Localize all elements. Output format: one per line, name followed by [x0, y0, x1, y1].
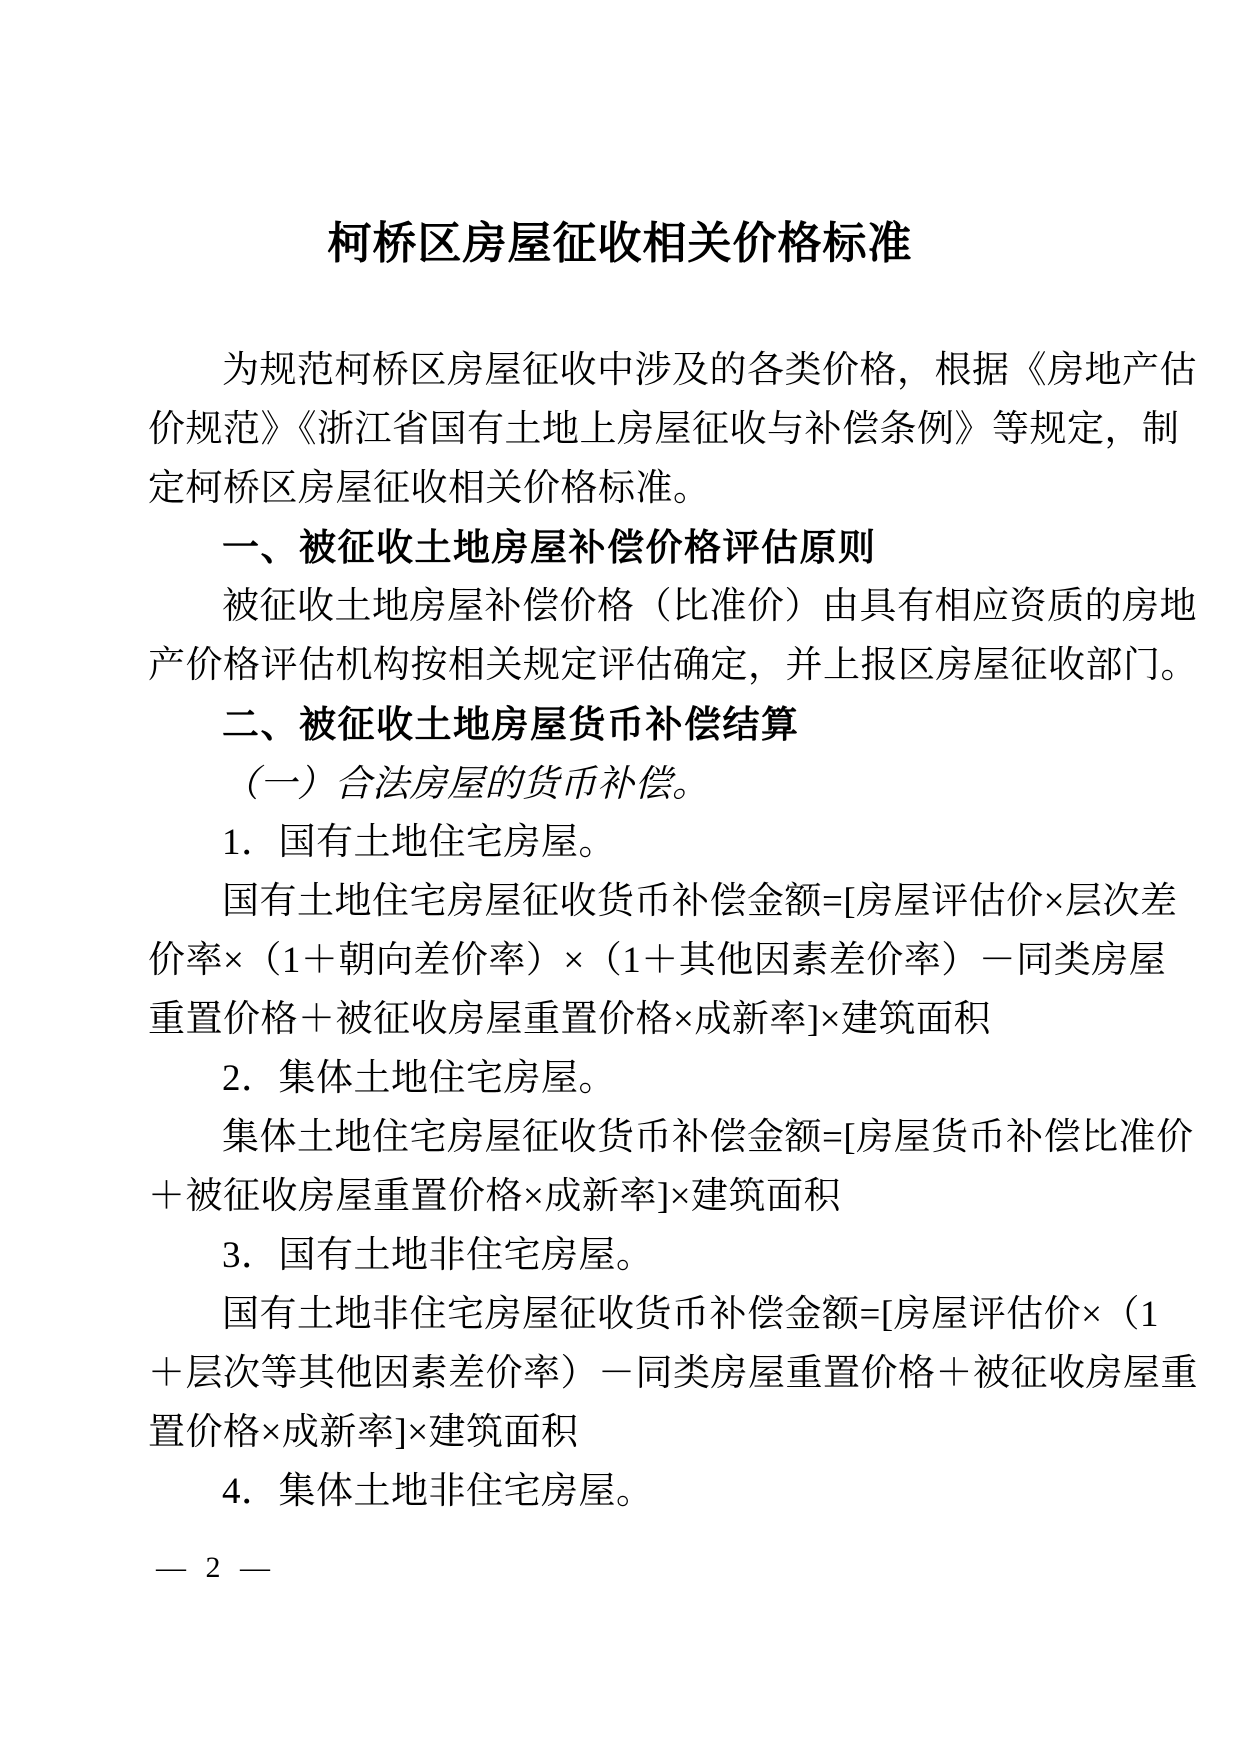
document-title: 柯桥区房屋征收相关价格标准 — [327, 219, 913, 268]
formula-line: 集体土地住宅房屋征收货币补偿金额=[房屋货币补偿比准价 — [222, 1117, 1194, 1158]
formula-line: 价率×（1＋朝向差价率）×（1＋其他因素差价率）－同类房屋 — [148, 940, 1167, 981]
list-item-3: 3．国有土地非住宅房屋。 — [222, 1235, 654, 1276]
formula-line: ＋被征收房屋重置价格×成新率]×建筑面积 — [148, 1176, 842, 1217]
subsection-label: （一）合法房屋的货币补偿。 — [222, 762, 710, 805]
section-heading-2: 二、被征收土地房屋货币补偿结算 — [222, 704, 800, 745]
formula-line: 国有土地非住宅房屋征收货币补偿金额=[房屋评估价×（1 — [222, 1294, 1160, 1335]
formula-line: 置价格×成新率]×建筑面积 — [148, 1412, 579, 1453]
paragraph-line: 被征收土地房屋补偿价格（比准价）由具有相应资质的房地 — [222, 586, 1197, 627]
list-item-4: 4．集体土地非住宅房屋。 — [222, 1471, 654, 1512]
formula-line: ＋层次等其他因素差价率）－同类房屋重置价格＋被征收房屋重 — [148, 1353, 1198, 1394]
list-item-1: 1．国有土地住宅房屋。 — [222, 822, 616, 863]
paragraph-line: 定柯桥区房屋征收相关价格标准。 — [148, 468, 711, 509]
page-number: — 2 — — [156, 1551, 276, 1584]
section-heading-1: 一、被征收土地房屋补偿价格评估原则 — [222, 527, 877, 568]
paragraph-line: 价规范》《浙江省国有土地上房屋征收与补偿条例》等规定，制 — [148, 409, 1180, 450]
paragraph-line: 产价格评估机构按相关规定评估确定，并上报区房屋征收部门。 — [148, 645, 1198, 686]
list-item-2: 2．集体土地住宅房屋。 — [222, 1058, 616, 1099]
formula-line: 国有土地住宅房屋征收货币补偿金额=[房屋评估价×层次差 — [222, 881, 1178, 922]
paragraph-line: 为规范柯桥区房屋征收中涉及的各类价格，根据《房地产估 — [222, 350, 1197, 391]
document-body — [148, 341, 1198, 1521]
formula-line: 重置价格＋被征收房屋重置价格×成新率]×建筑面积 — [148, 999, 992, 1040]
